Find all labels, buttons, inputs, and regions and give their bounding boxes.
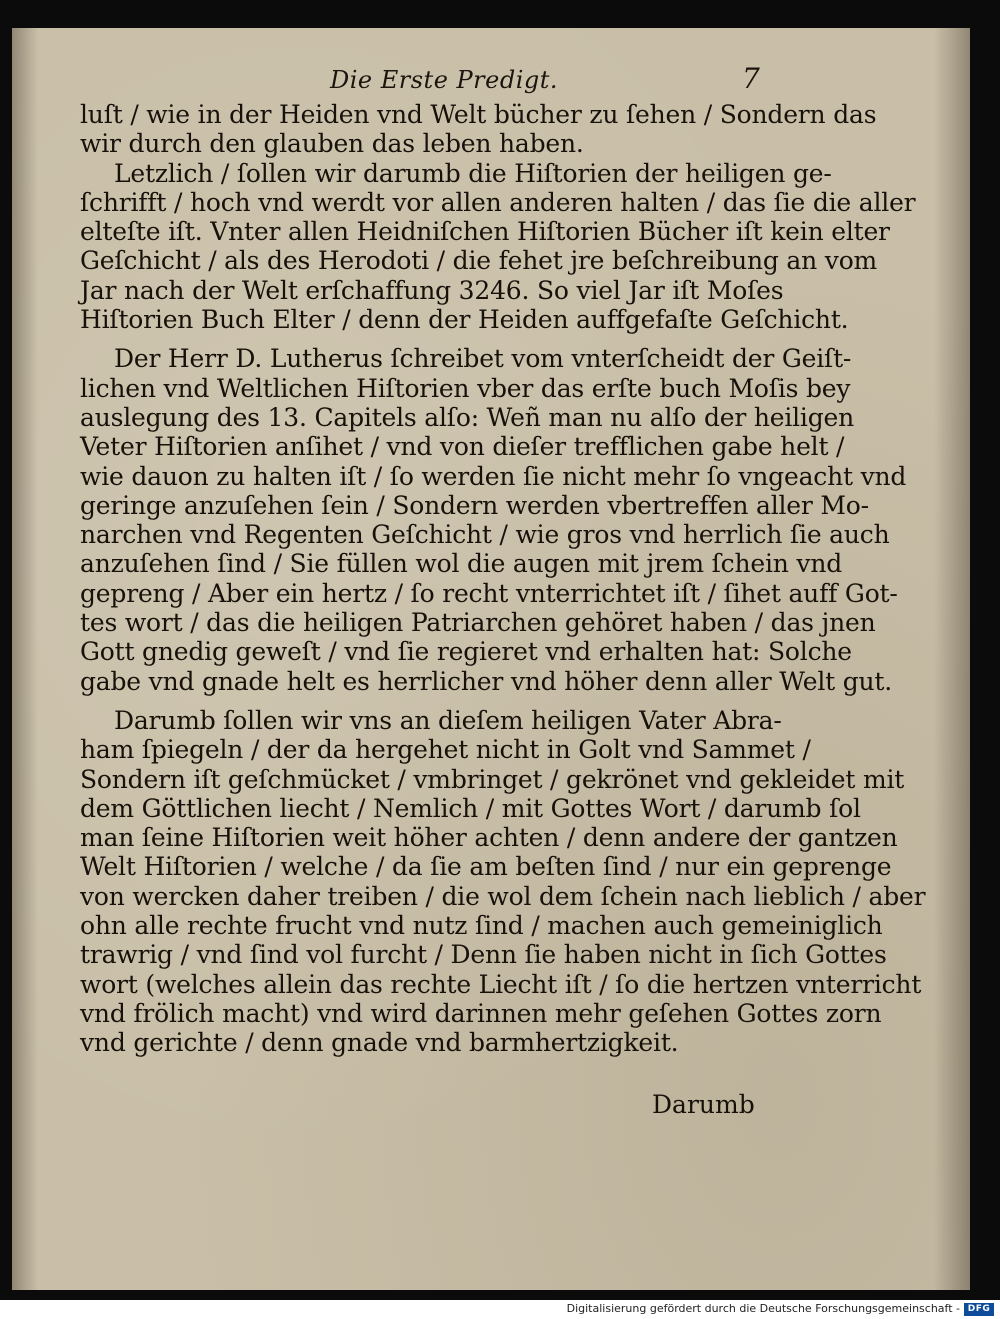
text-line: anzuſehen ſind / Sie füllen wol die augen mit jrem ſchein vnd <box>80 549 843 579</box>
page-number: 7 <box>742 62 760 95</box>
text-line: Letzlich / ſollen wir darumb die Hiſtorien der heiligen ge- <box>114 158 832 188</box>
dfg-logo-icon: DFG <box>964 1303 994 1316</box>
text-line: geringe anzuſehen ſein / Sondern werden vbertreffen aller Mo- <box>80 490 869 520</box>
text-line: man ſeine Hiſtorien weit höher achten / denn andere der gantzen <box>80 823 898 853</box>
text-line: Jar nach der Welt erſchaffung 3246. So viel Jar iſt Moſes <box>80 275 784 305</box>
text-line: gabe vnd gnade helt es herrlicher vnd höher denn aller Welt gut. <box>80 666 893 696</box>
text-line: Gott gnedig geweſt / vnd ſie regieret vnd erhalten hat: Solche <box>80 637 852 667</box>
text-line: Welt Hiſtorien / welche / da ſie am beſten ſind / nur ein geprenge <box>80 852 892 882</box>
text-line: Veter Hiſtorien anſihet / vnd von dieſer trefflichen gabe helt / <box>80 432 845 462</box>
paragraph-2 <box>80 158 916 335</box>
running-head: Die Erste Predigt. <box>330 66 559 94</box>
text-line: vnd gerichte / denn gnade vnd barmhertzigkeit. <box>80 1028 679 1058</box>
paragraph-3 <box>80 344 907 696</box>
text-line: Geſchicht / als des Herodoti / die fehet jre beſchreibung an vom <box>80 246 878 276</box>
text-line: Hiſtorien Buch Elter / denn der Heiden auffgefaſte Geſchicht. <box>80 305 849 335</box>
footer-bar <box>0 1300 1000 1319</box>
text-line: lichen vnd Weltlichen Hiſtorien vber das erſte buch Moſis bey <box>80 373 851 403</box>
text-line: Darumb ſollen wir vns an dieſem heiligen Vater Abra- <box>114 705 782 735</box>
text-line: elteſte iſt. Vnter allen Heidniſchen Hiſtorien Bücher iſt kein elter <box>80 217 890 247</box>
text-line: vnd frölich macht) vnd wird darinnen mehr geſehen Gottes zorn <box>80 998 882 1028</box>
gutter-shadow <box>12 28 38 1290</box>
text-line: wie dauon zu halten iſt / ſo werden ſie nicht mehr ſo vngeacht vnd <box>80 461 907 491</box>
text-line: dem Göttlichen liecht / Nemlich / mit Gottes Wort / darumb ſol <box>80 793 861 823</box>
text-line: wort (welches allein das rechte Liecht iſt / ſo die hertzen vnterricht <box>80 969 922 999</box>
text-line: trawrig / vnd ſind vol furcht / Denn ſie haben nicht in ſich Gottes <box>80 940 887 970</box>
text-line: gepreng / Aber ein hertz / ſo recht vnterrichtet iſt / ſihet auff Got- <box>80 578 898 608</box>
text-line: ham ſpiegeln / der da hergehet nicht in Golt vnd Sammet / <box>80 735 811 765</box>
text-line: wir durch den glauben das leben haben. <box>80 129 584 159</box>
text-line: Der Herr D. Lutherus ſchreibet vom vnterſcheidt der Geiſt- <box>114 344 852 374</box>
body-text <box>80 100 926 1058</box>
text-line: Sondern iſt geſchmücket / vmbringet / gekrönet vnd gekleidet mit <box>80 764 905 794</box>
text-line: luſt / wie in der Heiden vnd Welt bücher zu ſehen / Sondern das <box>80 100 877 129</box>
page-edge-shadow <box>934 28 970 1290</box>
funding-notice: Digitalisierung gefördert durch die Deutsche Forschungsgemeinschaft - <box>566 1302 960 1315</box>
text-line: auslegung des 13. Capitels alſo: Weñ man nu alſo der heiligen <box>80 402 855 432</box>
text-line: von wercken daher treiben / die wol dem ſchein nach lieblich / aber <box>80 881 926 911</box>
paragraph-1 <box>80 100 877 159</box>
text-line: ſchrifft / hoch vnd werdt vor allen anderen halten / das ſie die aller <box>80 187 916 217</box>
text-line: tes wort / das die heiligen Patriarchen gehöret haben / das jnen <box>80 608 876 638</box>
text-line: narchen vnd Regenten Geſchicht / wie gros vnd herrlich ſie auch <box>80 520 890 550</box>
catchword: Darumb <box>652 1090 755 1119</box>
paragraph-4 <box>80 705 926 1058</box>
text-line: ohn alle rechte frucht vnd nutz ſind / machen auch gemeiniglich <box>80 911 883 941</box>
